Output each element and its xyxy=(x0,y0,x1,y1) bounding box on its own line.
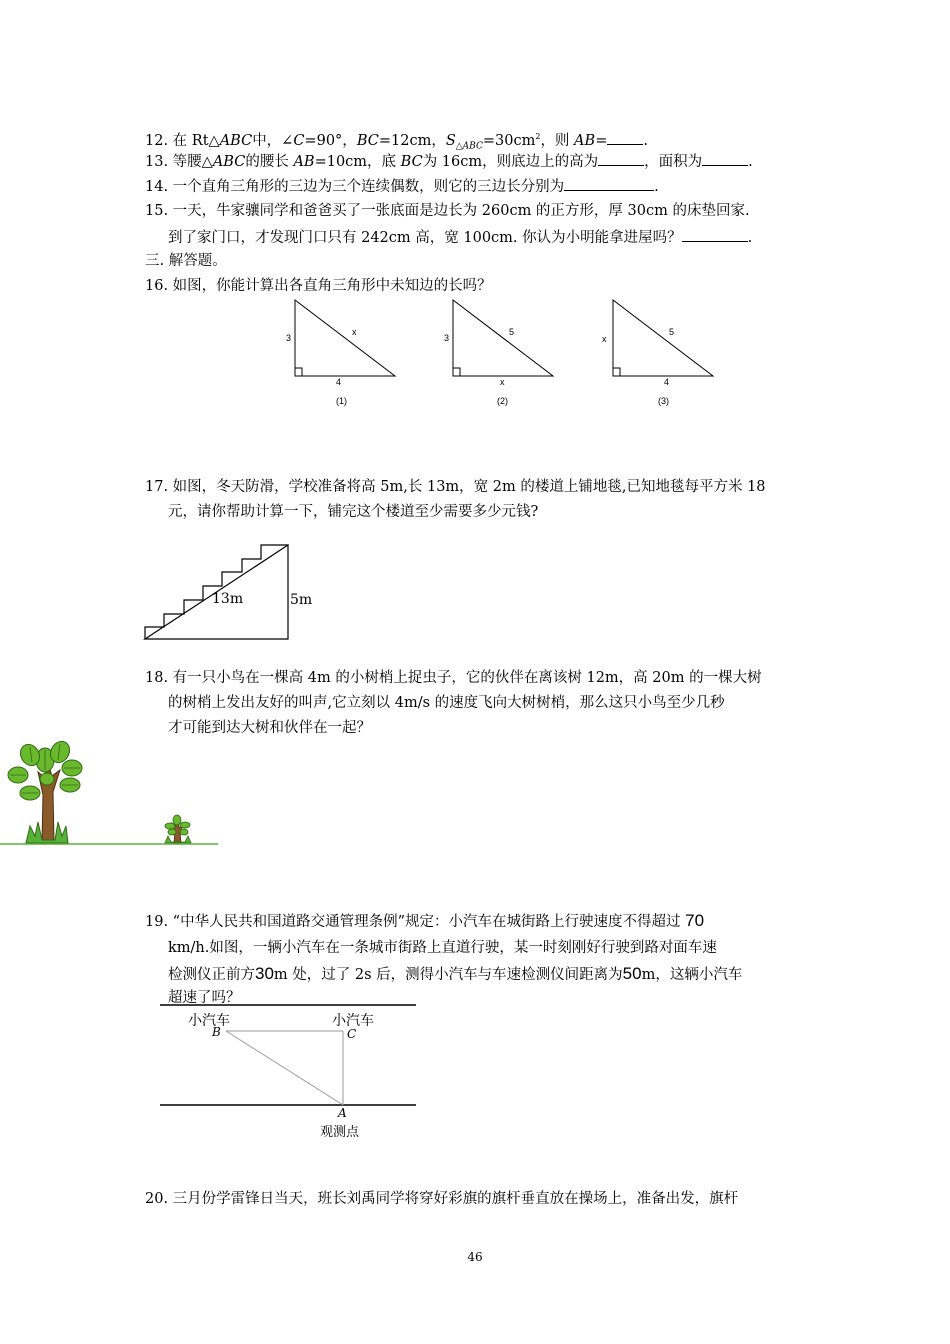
fig1-caption: (1) xyxy=(336,396,347,406)
question-19-line4: 超速了吗？ xyxy=(168,990,241,1006)
fig2-caption: (2) xyxy=(497,396,508,406)
question-12: 12. 在 Rt△ABC中，∠C=90°，BC=12cm，$S_{\triangle ABC}=30cm^2$，则 AB= . xyxy=(145,127,648,157)
point-b-label: B xyxy=(212,1025,221,1039)
car-label-2: 小汽车 xyxy=(332,1013,374,1029)
question-16: 16. 如图，你能计算出各直角三角形中未知边的长吗？ xyxy=(145,278,492,294)
section-heading: 三. 解答题。 xyxy=(145,253,227,269)
question-18-line2: 的树梢上发出友好的叫声,它立刻以 4m/s 的速度飞向大树树梢，那么这只小鸟至少几秒 xyxy=(168,695,725,711)
point-c-label: C xyxy=(347,1027,357,1041)
height-label: 5m xyxy=(290,592,313,608)
question-15-line2: 到了家门口，才发现门口只有 242cm 高，宽 100cm. 你认为小明能拿进屋吗？ . xyxy=(168,227,752,248)
fig2-hyp-label: 5 xyxy=(509,327,515,337)
question-18-line1: 18. 有一只小鸟在一棵高 4m 的小树梢上捉虫子，它的伙伴在离该树 12m，高 20m 的一棵大树 xyxy=(145,670,762,686)
question-18-line3: 才可能到达大树和伙伴在一起？ xyxy=(168,720,371,736)
slope-label: 13m xyxy=(212,591,244,607)
fig1-hyp-label: x xyxy=(352,327,357,337)
car-label-1: 小汽车 xyxy=(188,1013,230,1029)
fig2-bottom-label: x xyxy=(500,377,505,387)
question-19-line1: 19. “中华人民共和国道路交通管理条例”规定：小汽车在城街路上行驶速度不得超过 70 xyxy=(145,911,705,930)
page-number: 46 xyxy=(467,1250,483,1264)
fig1-bottom-label: 4 xyxy=(336,377,342,387)
question-19-line2: km/h.如图，一辆小汽车在一条城市街路上直道行驶，某一时刻刚好行驶到路对面车速 xyxy=(168,940,717,956)
question-14: 14. 一个直角三角形的三边为三个连续偶数，则它的三边长分别为 . xyxy=(145,176,659,197)
question-19-line3: 检测仪正前方30m 处，过了 2s 后，测得小汽车与车速检测仪间距离为50m，这辆小汽车 xyxy=(168,964,743,983)
fig3-left-label: x xyxy=(602,334,607,344)
question-13: 13. 等腰△ABC的腰长 AB=10cm，底 BC为 16cm，则底边上的高为 ，面积为 . xyxy=(145,151,753,172)
question-20-line1: 20. 三月份学雷锋日当天，班长刘禹同学将穿好彩旗的旗杆垂直放在操场上，准备出发，旗杆 xyxy=(145,1191,739,1207)
point-a-label: A xyxy=(338,1106,347,1120)
fig3-hyp-label: 5 xyxy=(669,327,675,337)
fig1-left-label: 3 xyxy=(286,333,292,343)
question-15-line1: 15. 一天，牛家骧同学和爸爸买了一张底面是边长为 260cm 的正方形，厚 30cm 的床垫回家. xyxy=(145,203,750,219)
question-17-line1: 17. 如图，冬天防滑，学校准备将高 5m,长 13m，宽 2m 的楼道上铺地毯,已知地毯每平方米 18 xyxy=(145,479,766,495)
fig2-left-label: 3 xyxy=(444,333,450,343)
question-17-line2: 元，请你帮助计算一下，铺完这个楼道至少需要多少元钱? xyxy=(168,504,539,520)
fig3-bottom-label: 4 xyxy=(664,377,670,387)
observation-point-label: 观测点 xyxy=(320,1125,360,1140)
fig3-caption: (3) xyxy=(658,396,669,406)
